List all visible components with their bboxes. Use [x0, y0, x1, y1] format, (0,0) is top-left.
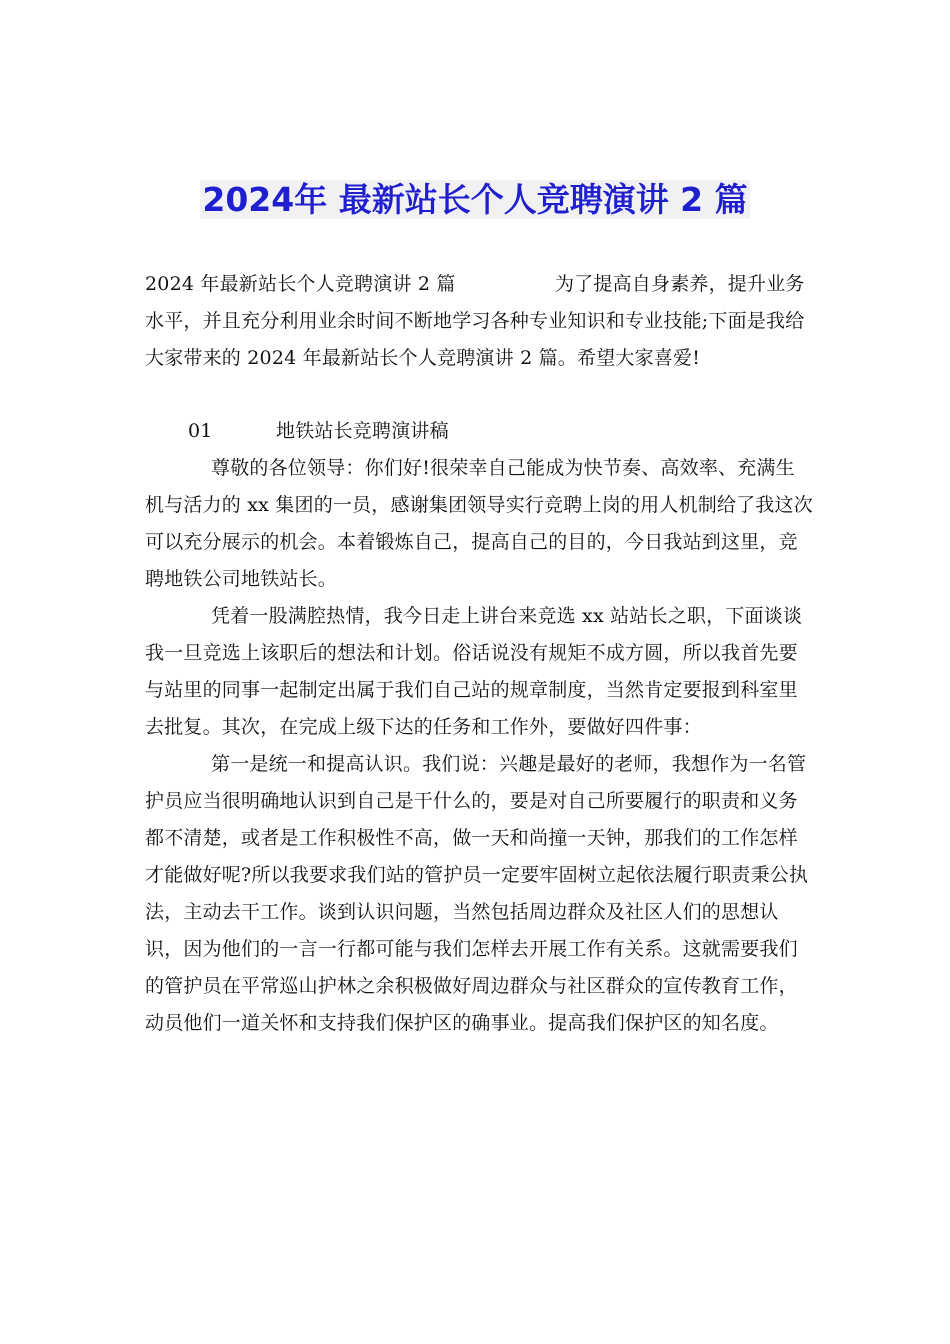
section-number: 01: [188, 420, 213, 442]
document-title-text: 2024年 最新站长个人竞聘演讲 2 篇: [202, 180, 748, 219]
section-heading: [145, 413, 813, 450]
body-paragraph-2: 凭着一股满腔热情，我今日走上讲台来竞选 xx 站站长之职，下面谈谈我一旦竞选上该职后的想法和计划。俗话说没有规矩不成方圆，所以我首先要与站里的同事一起制定出属于我们自己站的规章制度，当然肯定要报到科室里去批复。其次，在完成上级下达的任务和工作外，要做好四件事：: [145, 605, 803, 738]
document-body: [145, 266, 813, 1042]
intro-text: 为了提高自身素养，提升业务水平，并且充分利用业余时间不断地学习各种专业知识和专业技能;下面是我给大家带来的 2024 年最新站长个人竞聘演讲 2 篇。希望大家喜爱!: [145, 273, 805, 369]
intro-heading: 2024 年最新站长个人竞聘演讲 2 篇: [145, 273, 456, 295]
intro-paragraph: [145, 266, 813, 377]
paragraph-gap: [145, 377, 813, 413]
section-title: 地铁站长竞聘演讲稿: [276, 420, 449, 442]
body-paragraph-1: 尊敬的各位领导：你们好!很荣幸自己能成为快节奏、高效率、充满生机与活力的 xx 集团的一员，感谢集团领导实行竞聘上岗的用人机制给了我这次可以充分展示的机会。本着锻炼自己，提高自己的目的，今日我站到这里，竞聘地铁公司地铁站长。: [145, 457, 813, 590]
body-paragraph-3: 第一是统一和提高认识。我们说：兴趣是最好的老师，我想作为一名管护员应当很明确地认识到自己是干什么的，要是对自己所要履行的职责和义务都不清楚，或者是工作积极性不高，做一天和尚撞一天钟，那我们的工作怎样才能做好呢?所以我要求我们站的管护员一定要牢固树立起依法履行职责秉公执法，主动去干工作。谈到认识问题，当然包括周边群众及社区人们的思想认识，因为他们的一言一行都可能与我们怎样去开展工作有关系。这就需要我们的管护员在平常巡山护林之余积极做好周边群众与社区群众的宣传教育工作，动员他们一道关怀和支持我们保护区的确事业。提高我们保护区的知名度。: [145, 753, 809, 1034]
document-title: [0, 174, 950, 226]
